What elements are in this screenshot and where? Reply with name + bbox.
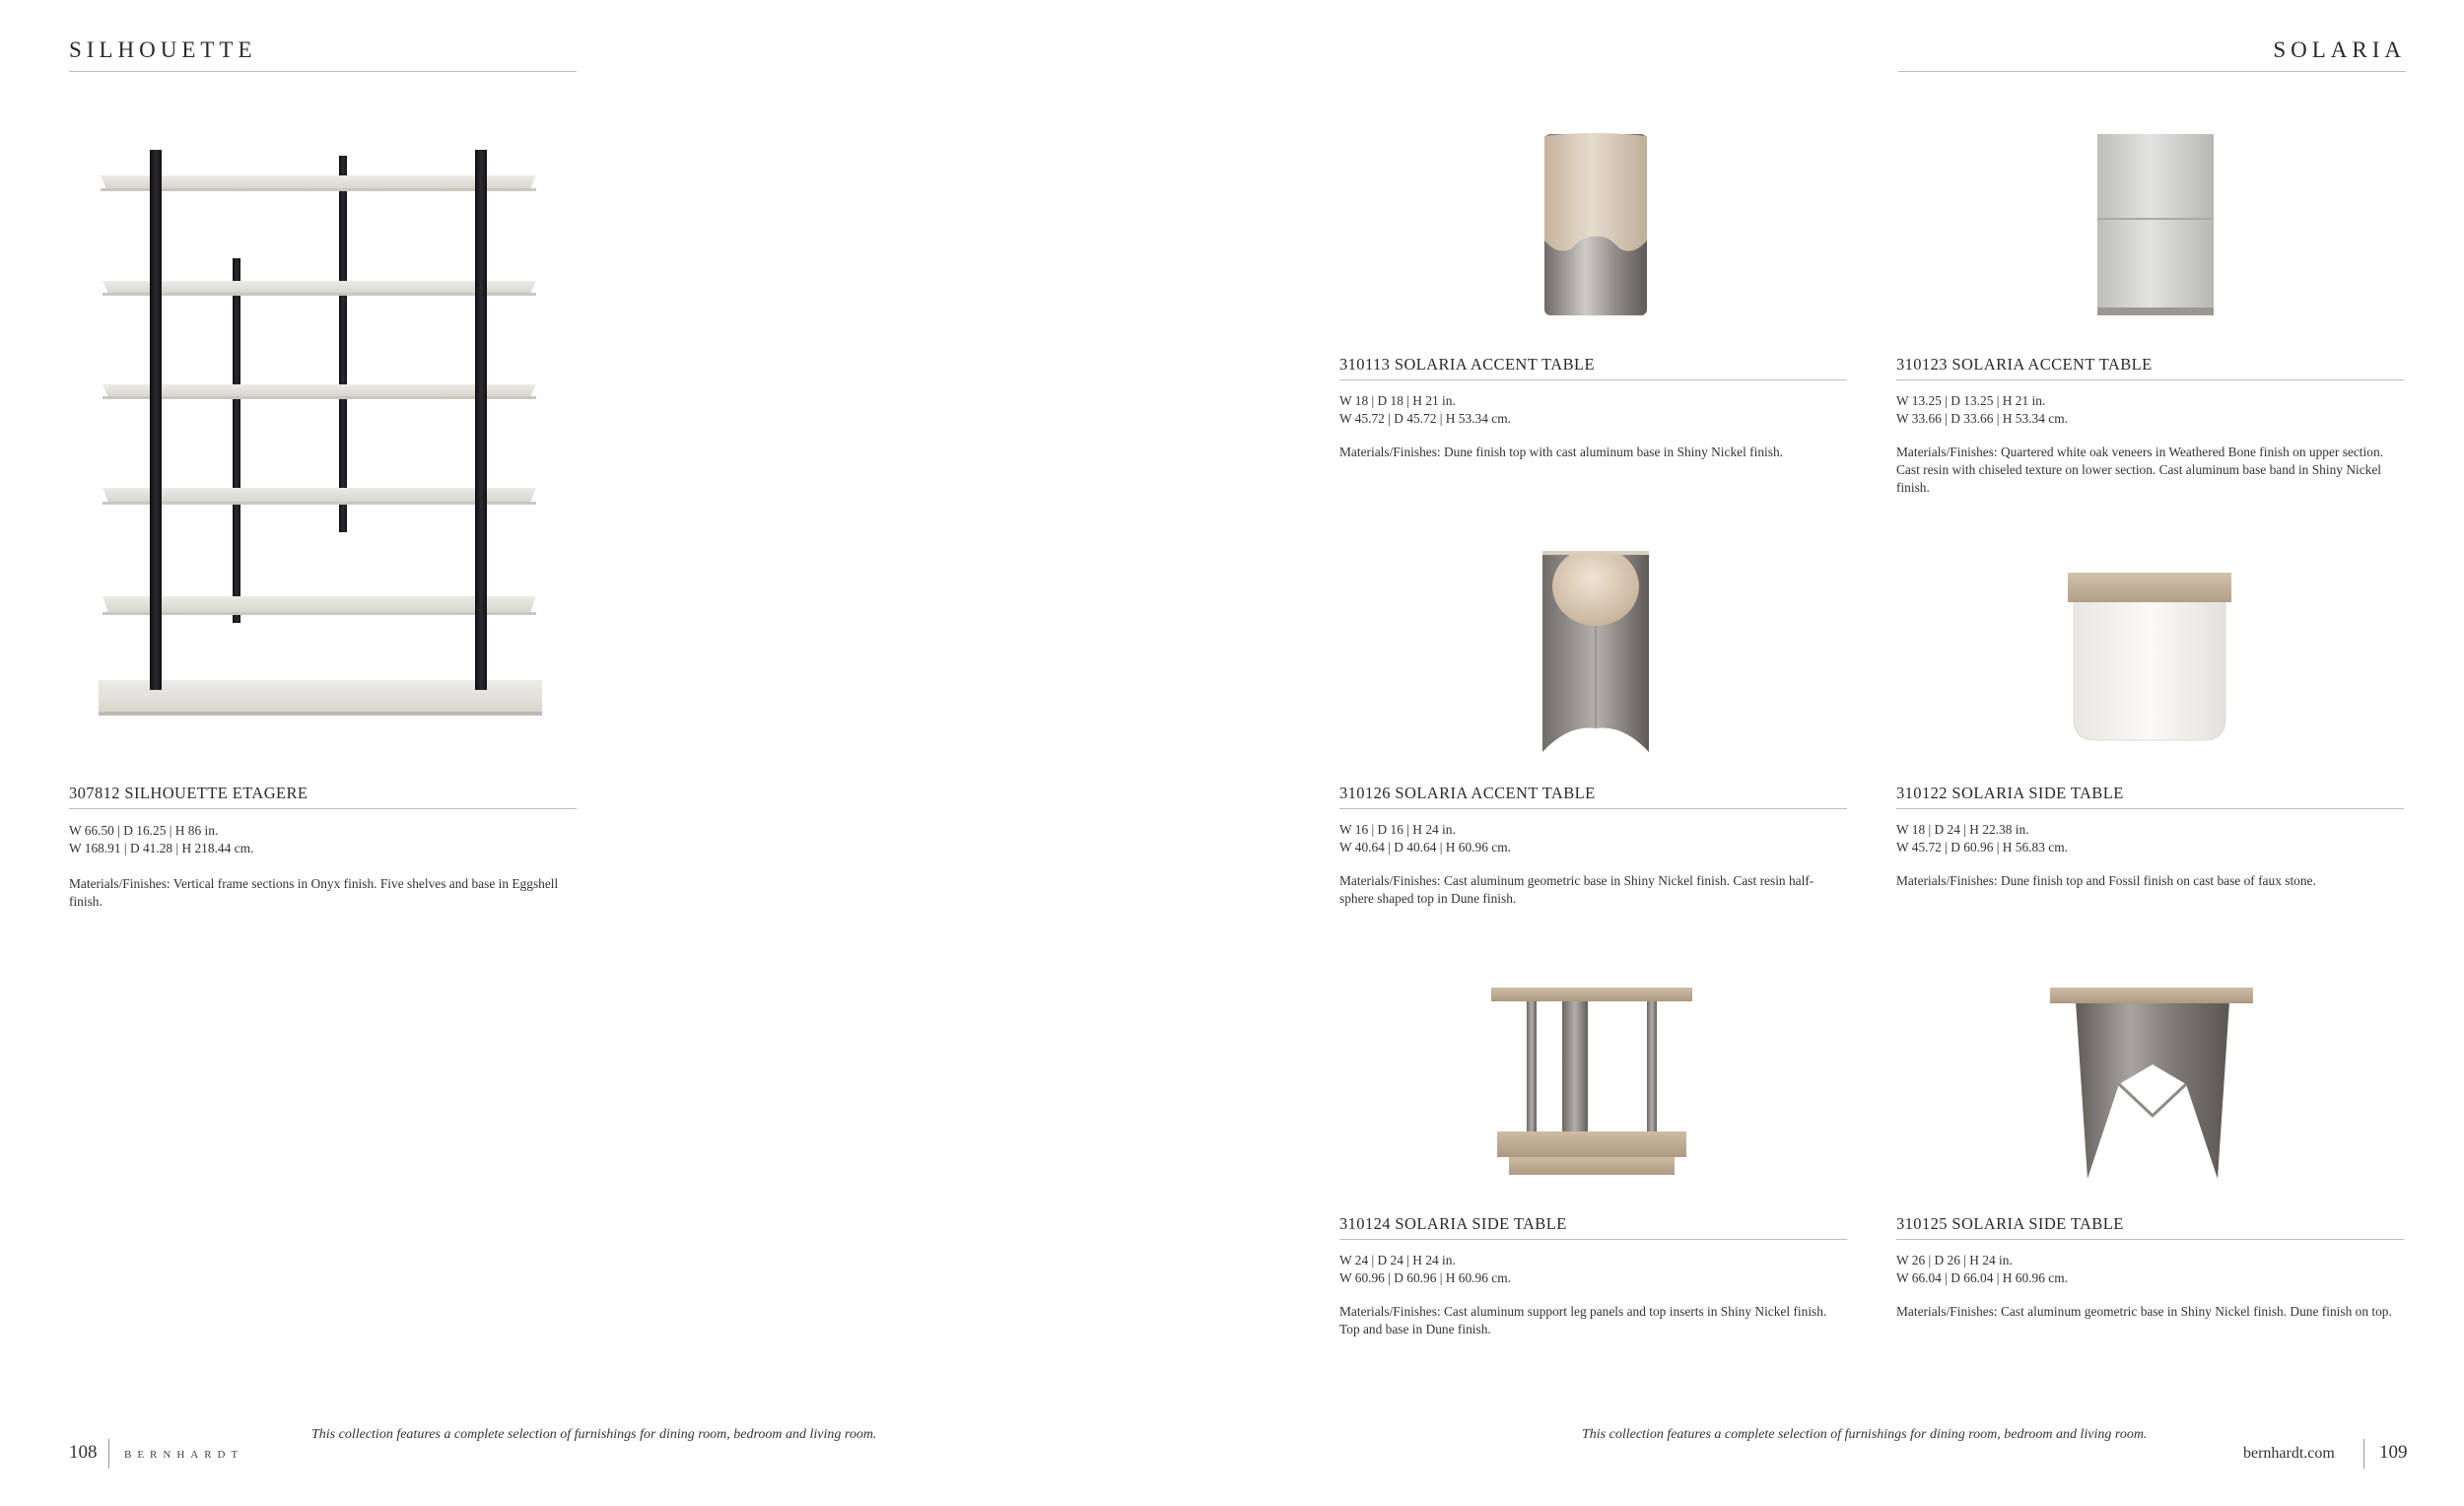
materials-text: Materials/Finishes: Quartered white oak veneers in Weathered Bone finish on upper section. Cast resin with chiseled texture on lower section. Cast aluminum base band in Shiny Nickel finish. xyxy=(1896,445,2383,495)
dimensions-cm: W 40.64 | D 40.64 | H 60.96 cm. xyxy=(1339,840,1511,855)
product-title: 310125 SOLARIA SIDE TABLE xyxy=(1896,1214,2404,1240)
footer-note-right: This collection features a complete selection of furnishings for dining room, bedroom and living room. xyxy=(1582,1427,2148,1442)
brand-name: BERNHARDT xyxy=(124,1449,244,1461)
product-310126 xyxy=(1339,547,1847,941)
product-title: 310126 SOLARIA ACCENT TABLE xyxy=(1339,784,1847,809)
dimensions-cm: W 66.04 | D 66.04 | H 60.96 cm. xyxy=(1896,1270,2068,1285)
dimensions-cm: W 45.72 | D 60.96 | H 56.83 cm. xyxy=(1896,840,2068,855)
product-title: 310124 SOLARIA SIDE TABLE xyxy=(1339,1214,1847,1240)
collection-title-solaria: SOLARIA xyxy=(1898,37,2406,72)
dimensions-cm: W 33.66 | D 33.66 | H 53.34 cm. xyxy=(1896,411,2068,426)
footer-divider-left xyxy=(108,1439,109,1469)
accent-table-310123-image xyxy=(2088,132,2225,319)
accent-table-310113-image xyxy=(1517,132,1675,319)
product-title: 310113 SOLARIA ACCENT TABLE xyxy=(1339,355,1847,380)
product-310113 xyxy=(1339,118,1847,513)
dimensions-cm: W 168.91 | D 41.28 | H 218.44 cm. xyxy=(69,841,254,856)
materials-text: Materials/Finishes: Dune finish top with cast aluminum base in Shiny Nickel finish. xyxy=(1339,445,1784,459)
materials-text: Materials/Finishes: Cast aluminum geometric base in Shiny Nickel finish. Dune finish on top. xyxy=(1896,1304,2392,1319)
dimensions-inches: W 18 | D 24 | H 22.38 in. xyxy=(1896,822,2029,837)
materials-text: Materials/Finishes: Dune finish top and Fossil finish on cast base of faux stone. xyxy=(1896,873,2316,888)
materials-text: Materials/Finishes: Vertical frame sections in Onyx finish. Five shelves and base in Eggshell finish. xyxy=(69,876,559,909)
side-table-310125-image xyxy=(2048,986,2257,1185)
side-table-310124-image xyxy=(1489,986,1696,1185)
dimensions-inches: W 13.25 | D 13.25 | H 21 in. xyxy=(1896,393,2046,408)
product-310125 xyxy=(1896,978,2404,1372)
product-title: 307812 SILHOUETTE ETAGERE xyxy=(69,784,577,809)
dimensions-inches: W 24 | D 24 | H 24 in. xyxy=(1339,1253,1456,1267)
materials-text: Materials/Finishes: Cast aluminum geometric base in Shiny Nickel finish. Cast resin half-sphere shaped top in Dune finish. xyxy=(1339,873,1814,906)
etagere-image xyxy=(97,148,550,725)
product-title: 310122 SOLARIA SIDE TABLE xyxy=(1896,784,2404,809)
dimensions-cm: W 60.96 | D 60.96 | H 60.96 cm. xyxy=(1339,1270,1511,1285)
collection-title-silhouette: SILHOUETTE xyxy=(69,37,577,72)
dimensions-inches: W 18 | D 18 | H 21 in. xyxy=(1339,393,1456,408)
product-title: 310123 SOLARIA ACCENT TABLE xyxy=(1896,355,2404,380)
dimensions-inches: W 16 | D 16 | H 24 in. xyxy=(1339,822,1456,837)
dimensions-inches: W 26 | D 26 | H 24 in. xyxy=(1896,1253,2013,1267)
footer-divider-right xyxy=(2363,1439,2364,1469)
page-number-right: 109 xyxy=(2379,1442,2408,1463)
product-310122 xyxy=(1896,547,2404,941)
footer-note-left: This collection features a complete selection of furnishings for dining room, bedroom and living room. xyxy=(311,1427,877,1442)
product-307812 xyxy=(69,138,577,926)
product-310123 xyxy=(1896,118,2404,513)
side-table-310122-image xyxy=(2058,571,2241,748)
page-number-left: 108 xyxy=(69,1442,98,1463)
product-310124 xyxy=(1339,978,1847,1372)
website-link[interactable]: bernhardt.com xyxy=(2243,1445,2335,1462)
materials-text: Materials/Finishes: Cast aluminum support leg panels and top inserts in Shiny Nickel finish. Top and base in Dune finish. xyxy=(1339,1304,1827,1336)
dimensions-cm: W 45.72 | D 45.72 | H 53.34 cm. xyxy=(1339,411,1511,426)
accent-table-310126-image xyxy=(1527,551,1665,758)
dimensions-inches: W 66.50 | D 16.25 | H 86 in. xyxy=(69,823,219,838)
